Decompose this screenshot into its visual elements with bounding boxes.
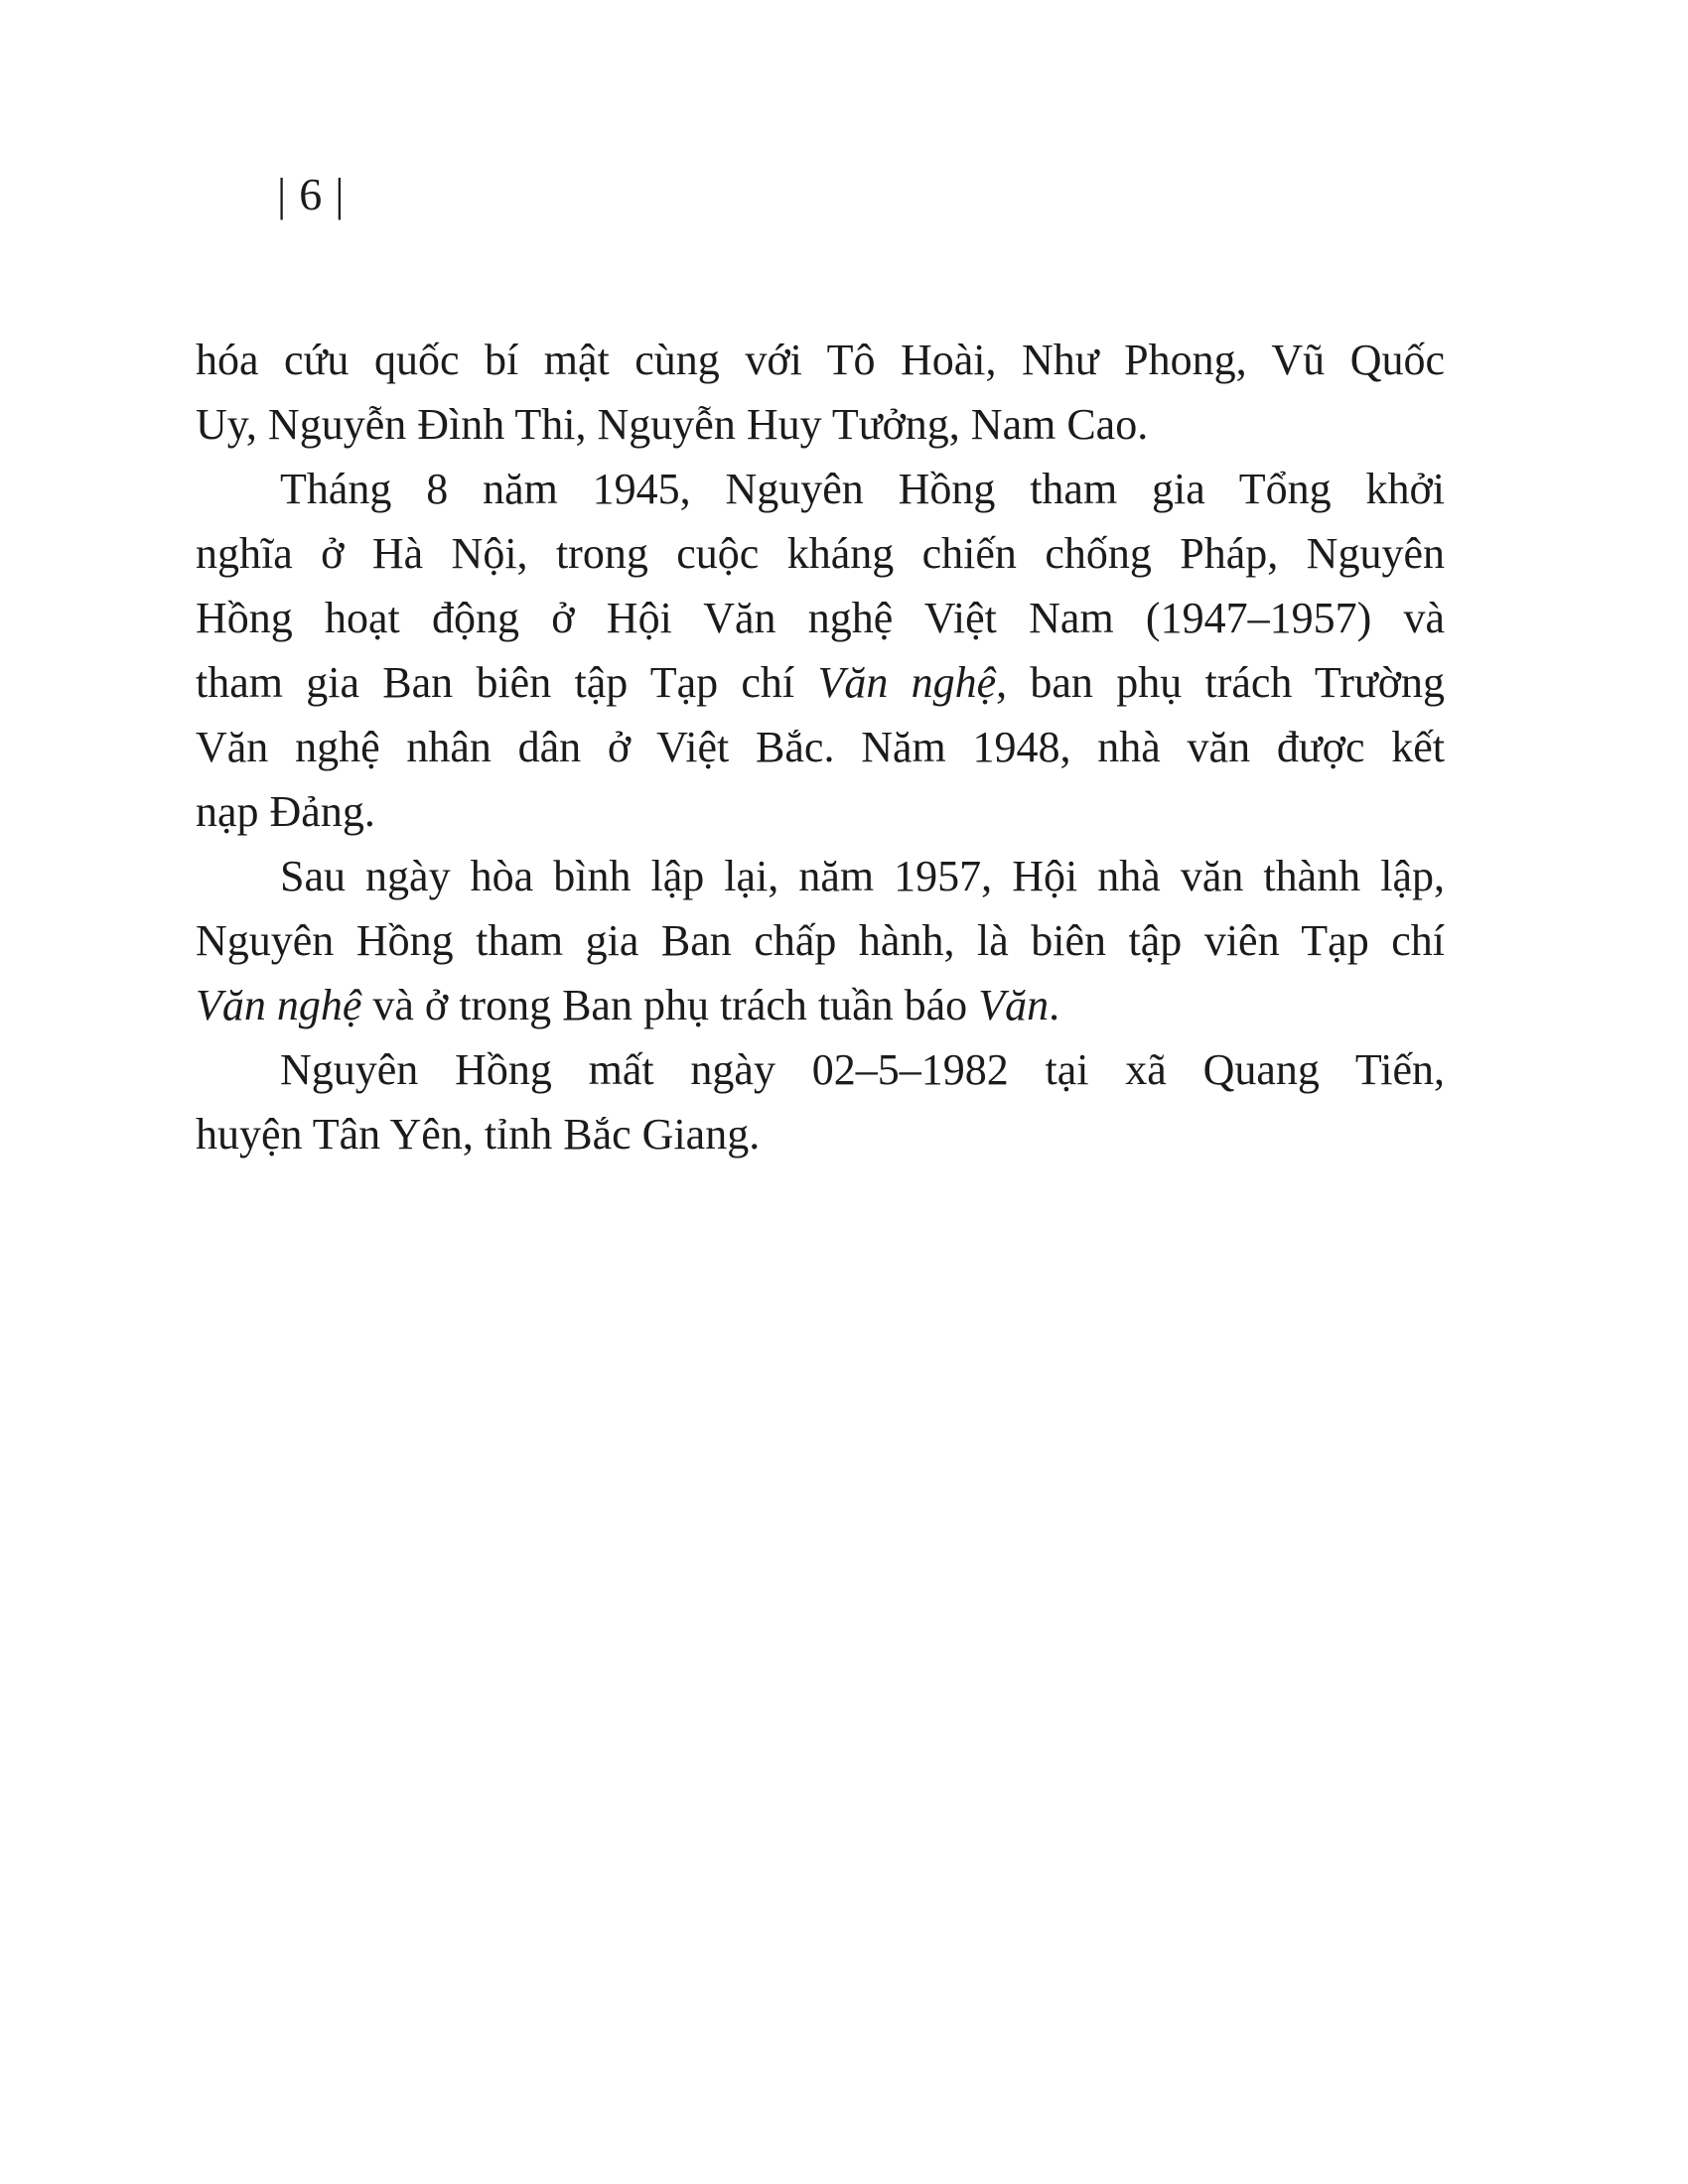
text-line bbox=[196, 908, 1445, 973]
journal-title-italic: Văn nghệ bbox=[196, 981, 362, 1029]
text-segment: Nguyên Hồng tham gia Ban chấp hành, là biên tập viên Tạp chí bbox=[196, 916, 1445, 965]
journal-title-italic: Văn bbox=[978, 981, 1050, 1029]
folio-left-bar: | bbox=[277, 168, 287, 220]
text-segment: Văn nghệ nhân dân ở Việt Bắc. Năm 1948, nhà văn được kết bbox=[196, 723, 1445, 771]
text-line bbox=[196, 779, 1445, 844]
text-line bbox=[196, 973, 1445, 1037]
journal-title-italic: Văn nghệ bbox=[817, 658, 997, 707]
page-number bbox=[277, 169, 344, 220]
text-segment: hóa cứu quốc bí mật cùng với Tô Hoài, Như Phong, Vũ Quốc bbox=[196, 336, 1445, 384]
text-line bbox=[196, 844, 1445, 908]
text-line bbox=[196, 1102, 1445, 1166]
text-segment: huyện Tân Yên, tỉnh Bắc Giang. bbox=[196, 1110, 761, 1159]
text-segment: Nguyên Hồng mất ngày 02–5–1982 tại xã Quang Tiến, bbox=[280, 1045, 1445, 1094]
text-line bbox=[196, 457, 1445, 521]
body-text bbox=[196, 328, 1445, 1166]
text-line bbox=[196, 521, 1445, 586]
text-line bbox=[196, 715, 1445, 779]
text-line bbox=[196, 1037, 1445, 1102]
text-segment: tham gia Ban biên tập Tạp chí bbox=[196, 658, 818, 707]
text-segment: Hồng hoạt động ở Hội Văn nghệ Việt Nam (1947–1957) và bbox=[196, 594, 1445, 642]
folio-right-bar: | bbox=[335, 168, 345, 220]
text-segment: và ở trong Ban phụ trách tuần báo bbox=[361, 981, 979, 1029]
text-line bbox=[196, 586, 1445, 650]
text-line bbox=[196, 392, 1445, 457]
text-segment: Tháng 8 năm 1945, Nguyên Hồng tham gia Tổng khởi bbox=[280, 465, 1445, 513]
text-segment: Sau ngày hòa bình lập lại, năm 1957, Hội nhà văn thành lập, bbox=[280, 852, 1445, 900]
text-segment: Uy, Nguyễn Đình Thi, Nguyễn Huy Tưởng, Nam Cao. bbox=[196, 400, 1149, 449]
text-line bbox=[196, 328, 1445, 392]
folio-number: 6 bbox=[299, 169, 323, 219]
text-segment: , ban phụ trách Trường bbox=[996, 658, 1446, 707]
text-segment: . bbox=[1049, 981, 1060, 1029]
text-segment: nạp Đảng. bbox=[196, 787, 375, 836]
text-line bbox=[196, 650, 1445, 715]
text-segment: nghĩa ở Hà Nội, trong cuộc kháng chiến chống Pháp, Nguyên bbox=[196, 529, 1445, 578]
